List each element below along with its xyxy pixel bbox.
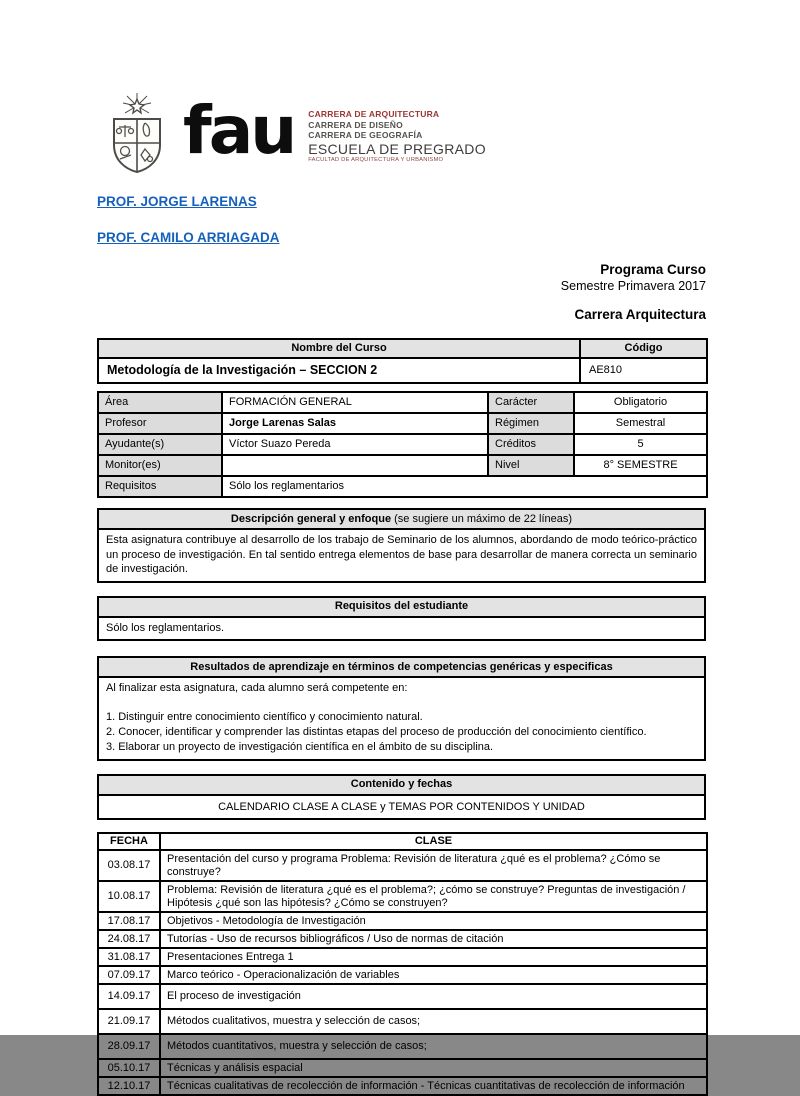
- fecha-cell: 14.09.17: [98, 984, 160, 1009]
- fecha-cell: 03.08.17: [98, 850, 160, 881]
- university-crest-icon: [105, 93, 169, 177]
- table-row: [98, 1059, 707, 1077]
- program-semester: Semestre Primavera 2017: [560, 279, 706, 293]
- nivel-label: Nivel: [488, 455, 574, 476]
- clase-cell: Objetivos - Metodología de Investigación: [160, 912, 707, 930]
- clase-cell: Técnicas y análisis espacial: [160, 1059, 707, 1077]
- professor-link-jorge-larenas[interactable]: PROF. JORGE LARENAS: [97, 194, 257, 209]
- descripcion-title: Descripción general y enfoque: [230, 512, 392, 525]
- fecha-cell: 31.08.17: [98, 948, 160, 966]
- table-row: [98, 1077, 707, 1095]
- logo-line-diseno: CARRERA DE DISEÑO: [308, 119, 403, 130]
- clase-header: CLASE: [160, 833, 707, 850]
- resultados-item-3: 3. Elaborar un proyecto de investigación científica en el ámbito de su disciplina.: [106, 740, 494, 753]
- course-details-table: [97, 391, 708, 498]
- nivel-value: 8° SEMESTRE: [574, 455, 707, 476]
- monitor-value: [222, 455, 488, 476]
- course-code-header: Código: [580, 339, 707, 358]
- profesor-label: Profesor: [98, 413, 222, 434]
- course-name-cell: Metodología de la Investigación – SECCION 2: [98, 358, 580, 383]
- clase-cell: Técnicas cualitativas de recolección de información - Técnicas cuantitativas de recolección de información: [160, 1077, 707, 1095]
- clase-cell: Presentación del curso y programa Problema: Revisión de literatura ¿qué es el problema? ¿Cómo se construye?: [160, 850, 707, 881]
- fecha-cell: 05.10.17: [98, 1059, 160, 1077]
- fecha-cell: 28.09.17: [98, 1034, 160, 1059]
- descripcion-body: Esta asignatura contribuye al desarrollo de los trabajo de Seminario de los alumnos, abordando de modo teórico-práctico un proceso de investigación. En tal sentido entrega elementos de base para desarrollar de manera correcta un seminario de investigación.: [106, 534, 697, 575]
- contenido-body: CALENDARIO CLASE A CLASE y TEMAS POR CONTENIDOS Y UNIDAD: [218, 800, 585, 813]
- creditos-label: Créditos: [488, 434, 574, 455]
- fecha-cell: 07.09.17: [98, 966, 160, 984]
- table-row: [98, 392, 707, 413]
- course-table: [97, 338, 708, 384]
- clase-cell: Métodos cuantitativos, muestra y selección de casos;: [160, 1034, 707, 1059]
- logo-line-arquitectura: CARRERA DE ARQUITECTURA: [308, 109, 440, 119]
- table-row: [98, 476, 707, 497]
- table-row: [98, 966, 707, 984]
- caracter-label: Carácter: [488, 392, 574, 413]
- fau-wordmark: fau: [183, 92, 295, 169]
- descripcion-header: [99, 510, 704, 530]
- table-row: [98, 930, 707, 948]
- section-resultados: [97, 656, 706, 761]
- requisitos-body: Sólo los reglamentarios.: [106, 621, 225, 634]
- requisitos-header: Requisitos del estudiante: [99, 598, 704, 618]
- table-row: [98, 912, 707, 930]
- ayudante-value: Víctor Suazo Pereda: [222, 434, 488, 455]
- fecha-header: FECHA: [98, 833, 160, 850]
- monitor-label: Monitor(es): [98, 455, 222, 476]
- logo-text-block: [308, 109, 486, 164]
- section-requisitos: [97, 596, 706, 642]
- logo-line-geografia: CARRERA DE GEOGRAFÍA: [308, 130, 423, 140]
- regimen-label: Régimen: [488, 413, 574, 434]
- table-row: [98, 1009, 707, 1034]
- table-row: [98, 948, 707, 966]
- resultados-header: Resultados de aprendizaje en términos de competencias genéricas y especificas: [99, 658, 704, 678]
- table-row: [98, 850, 707, 881]
- clase-cell: El proceso de investigación: [160, 984, 707, 1009]
- logo-faculty: FACULTAD DE ARQUITECTURA Y URBANISMO: [308, 156, 444, 163]
- regimen-value: Semestral: [574, 413, 707, 434]
- fecha-cell: 12.10.17: [98, 1077, 160, 1095]
- profesor-value: Jorge Larenas Salas: [222, 413, 488, 434]
- area-label: Área: [98, 392, 222, 413]
- resultados-intro: Al finalizar esta asignatura, cada alumno será competente en:: [106, 682, 408, 694]
- table-row: [98, 455, 707, 476]
- table-row: [98, 413, 707, 434]
- logo-school: ESCUELA DE PREGRADO: [308, 140, 486, 157]
- creditos-value: 5: [574, 434, 707, 455]
- clase-cell: Marco teórico - Operacionalización de variables: [160, 966, 707, 984]
- requisitos-label: Requisitos: [98, 476, 222, 497]
- ayudante-label: Ayudante(s): [98, 434, 222, 455]
- section-contenido: [97, 774, 706, 821]
- course-code-cell: AE810: [580, 358, 707, 383]
- schedule-table: [97, 832, 708, 1096]
- fecha-cell: 21.09.17: [98, 1009, 160, 1034]
- requisitos-value: Sólo los reglamentarios: [222, 476, 707, 497]
- table-row: [98, 984, 707, 1009]
- fecha-cell: 17.08.17: [98, 912, 160, 930]
- program-heading: [97, 262, 706, 322]
- course-name-header: Nombre del Curso: [98, 339, 580, 358]
- resultados-body: [99, 678, 704, 759]
- fecha-cell: 10.08.17: [98, 881, 160, 912]
- table-row: [98, 434, 707, 455]
- fecha-cell: 24.08.17: [98, 930, 160, 948]
- fau-logo: [105, 93, 706, 177]
- program-title: Programa Curso: [600, 262, 706, 277]
- area-value: FORMACIÓN GENERAL: [222, 392, 488, 413]
- caracter-value: Obligatorio: [574, 392, 707, 413]
- program-career: Carrera Arquitectura: [574, 307, 706, 322]
- professor-link-camilo-arriagada[interactable]: PROF. CAMILO ARRIAGADA: [97, 230, 280, 245]
- contenido-header: Contenido y fechas: [99, 776, 704, 796]
- table-row: [98, 1034, 707, 1059]
- clase-cell: Métodos cualitativos, muestra y selección de casos;: [160, 1009, 707, 1034]
- clase-cell: Tutorías - Uso de recursos bibliográficos / Uso de normas de citación: [160, 930, 707, 948]
- resultados-item-1: 1. Distinguir entre conocimiento científico y conocimiento natural.: [106, 710, 423, 723]
- resultados-item-2: 2. Conocer, identificar y comprender las distintas etapas del proceso de producción del conocimiento científico.: [106, 725, 647, 738]
- clase-cell: Problema: Revisión de literatura ¿qué es el problema?; ¿cómo se construye? Preguntas de investigación / Hipótesis ¿qué son las hipótesis? ¿Cómo se construyen?: [160, 881, 707, 912]
- descripcion-title-note: (se sugiere un máximo de 22 líneas): [391, 512, 573, 525]
- section-descripcion: [97, 508, 706, 583]
- table-row: [98, 881, 707, 912]
- schedule-header-row: [98, 833, 707, 850]
- clase-cell: Presentaciones Entrega 1: [160, 948, 707, 966]
